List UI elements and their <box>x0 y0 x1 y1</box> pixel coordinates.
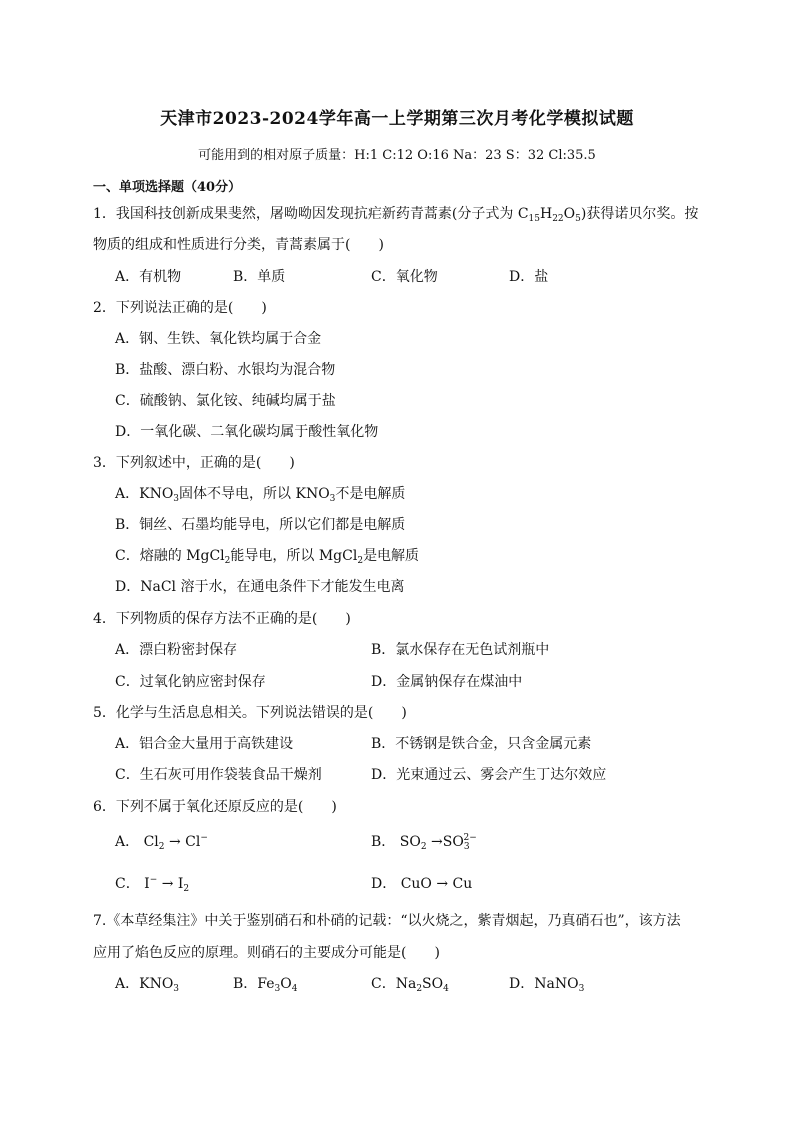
section-heading: 一、单项选择题（40分） <box>93 180 242 195</box>
q4-option-b: B．氯水保存在无色试剂瓶中 <box>371 642 550 658</box>
question-6-stem: 6．下列不属于氧化还原反应的是( ) <box>93 799 337 815</box>
q1-option-d: D．盐 <box>509 269 549 285</box>
q3-option-a: A．$KNO_3$固体不导电，所以 $KNO_3$不是电解质 <box>115 486 406 504</box>
q1-option-c: C．氧化物 <box>371 269 438 285</box>
atomic-masses-line: 可能用到的相对原子质量：H:1 C:12 O:16 Na：23 S：32 Cl:35.5 <box>198 148 596 163</box>
q2-option-c: C．硫酸钠、氯化铵、纯碱均属于盐 <box>115 393 336 409</box>
q2-option-d: D．一氧化碳、二氧化碳均属于酸性氧化物 <box>115 424 379 440</box>
q7-option-c: C．$Na_2SO_4$ <box>371 976 449 994</box>
q4-option-d: D．金属钠保存在煤油中 <box>371 674 523 690</box>
question-4-stem: 4．下列物质的保存方法不正确的是( ) <box>93 611 351 627</box>
q3-option-c: C．熔融的 MgCl$_2$能导电，所以 MgCl$_2$是电解质 <box>115 548 420 566</box>
q1-option-a: A．有机物 <box>115 269 182 285</box>
q6-option-d: D． CuO → Cu <box>371 876 473 892</box>
question-2-stem: 2．下列说法正确的是( ) <box>93 300 267 316</box>
question-7-line-1: 7.《本草经集注》中关于鉴别硝石和朴硝的记载：“以火烧之，紫青烟起，乃真硝石也”，该方法 <box>93 913 681 929</box>
q7-option-a: A．$KNO_3$ <box>115 976 180 994</box>
q4-option-c: C．过氧化钠应密封保存 <box>115 674 266 690</box>
question-3-stem: 3．下列叙述中，正确的是( ) <box>93 455 295 471</box>
q5-option-b: B．不锈钢是铁合金，只含金属元素 <box>371 736 592 752</box>
q2-option-a: A．钢、生铁、氧化铁均属于合金 <box>115 331 322 347</box>
q6-option-a: A． $Cl_2 \to Cl^-$ <box>115 833 208 852</box>
q5-option-a: A．铝合金大量用于高铁建设 <box>115 736 294 752</box>
q3-option-d: D．NaCl 溶于水，在通电条件下才能发生电离 <box>115 579 405 595</box>
question-7-line-2: 应用了焰色反应的原理。则硝石的主要成分可能是( ) <box>93 945 440 961</box>
q3-option-b: B．铜丝、石墨均能导电，所以它们都是电解质 <box>115 517 406 533</box>
q5-option-d: D．光束通过云、雾会产生丁达尔效应 <box>371 767 607 783</box>
q6-option-b: B． $SO_2 \to SO_3^{2-}$ <box>371 833 477 852</box>
question-1-line-1: 1．我国科技创新成果斐然，屠呦呦因发现抗疟新药青蒿素(分子式为 $C_{15}H_{22}O_5$)获得诺贝尔奖。按 <box>93 206 699 224</box>
q5-option-c: C．生石灰可用作袋装食品干燥剂 <box>115 767 322 783</box>
question-1-line-2: 物质的组成和性质进行分类，青蒿素属于( ) <box>93 237 384 253</box>
question-5-stem: 5．化学与生活息息相关。下列说法错误的是( ) <box>93 705 407 721</box>
q7-option-d: D．NaNO$_3$ <box>509 976 585 994</box>
page-title: 天津市2023-2024学年高一上学期第三次月考化学模拟试题 <box>160 109 634 129</box>
q2-option-b: B．盐酸、漂白粉、水银均为混合物 <box>115 362 336 378</box>
q4-option-a: A．漂白粉密封保存 <box>115 642 238 658</box>
q1-option-b: B．单质 <box>233 269 286 285</box>
q7-option-b: B．$Fe_3O_4$ <box>233 976 298 994</box>
q6-option-c: C． $I^- \to I_2$ <box>115 875 190 894</box>
